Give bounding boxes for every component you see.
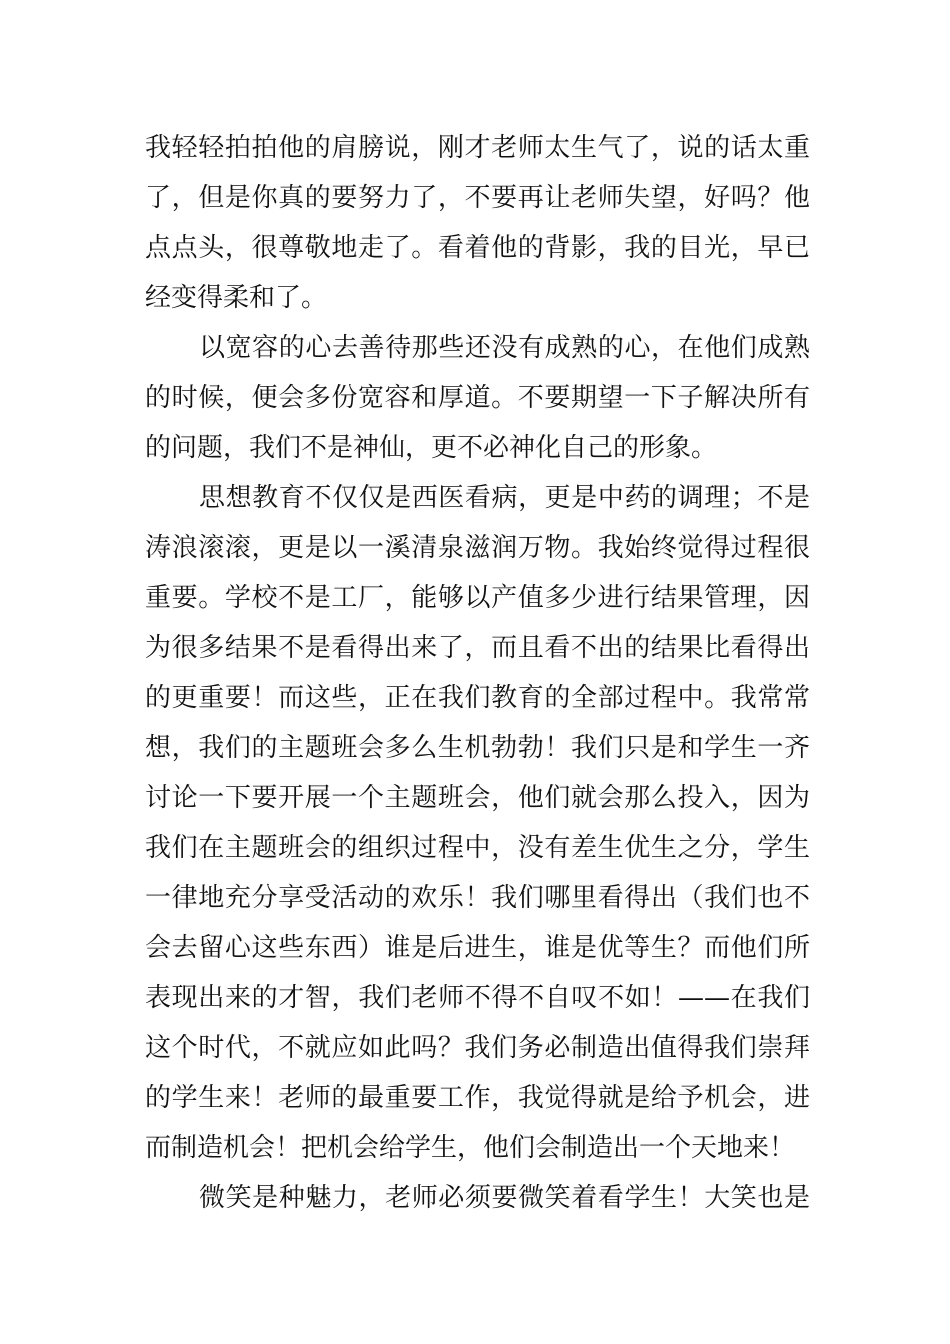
text-line: 一律地充分享受活动的欢乐！我们哪里看得出（我们也不 [145, 883, 810, 913]
paragraph-first-line: 思想教育不仅仅是西医看病，更是中药的调理；不是 [199, 483, 810, 513]
text-line: 会去留心这些东西）谁是后进生，谁是优等生？而他们所 [145, 933, 810, 963]
text-line: 重要。学校不是工厂，能够以产值多少进行结果管理，因 [145, 583, 810, 613]
text-line: 的问题，我们不是神仙，更不必神化自己的形象。 [145, 433, 718, 463]
text-line: 为很多结果不是看得出来了，而且看不出的结果比看得出 [145, 633, 810, 663]
text-line: 了，但是你真的要努力了，不要再让老师失望，好吗？他 [145, 183, 810, 213]
text-line: 的时候，便会多份宽容和厚道。不要期望一下子解决所有 [145, 383, 810, 413]
text-line: 而制造机会！把机会给学生，他们会制造出一个天地来！ [145, 1133, 796, 1163]
text-line: 我们在主题班会的组织过程中，没有差生优生之分，学生 [145, 833, 810, 863]
text-line: 表现出来的才智，我们老师不得不自叹不如！——在我们 [145, 983, 810, 1013]
text-line: 想，我们的主题班会多么生机勃勃！我们只是和学生一齐 [145, 733, 810, 763]
paragraph-first-line: 以宽容的心去善待那些还没有成熟的心，在他们成熟 [199, 333, 810, 363]
text-line: 的更重要！而这些，正在我们教育的全部过程中。我常常 [145, 683, 810, 713]
paragraph-first-line: 微笑是种魅力，老师必须要微笑着看学生！大笑也是 [199, 1183, 810, 1213]
text-line: 讨论一下要开展一个主题班会，他们就会那么投入，因为 [145, 783, 810, 813]
text-line: 涛浪滚滚，更是以一溪清泉滋润万物。我始终觉得过程很 [145, 533, 810, 563]
text-line: 我轻轻拍拍他的肩膀说，刚才老师太生气了，说的话太重 [145, 133, 810, 163]
text-line: 这个时代，不就应如此吗？我们务必制造出值得我们崇拜 [145, 1033, 810, 1063]
text-line: 点点头，很尊敬地走了。看着他的背影，我的目光，早已 [145, 233, 810, 263]
text-line: 的学生来！老师的最重要工作，我觉得就是给予机会，进 [145, 1083, 810, 1113]
text-line: 经变得柔和了。 [145, 283, 328, 313]
